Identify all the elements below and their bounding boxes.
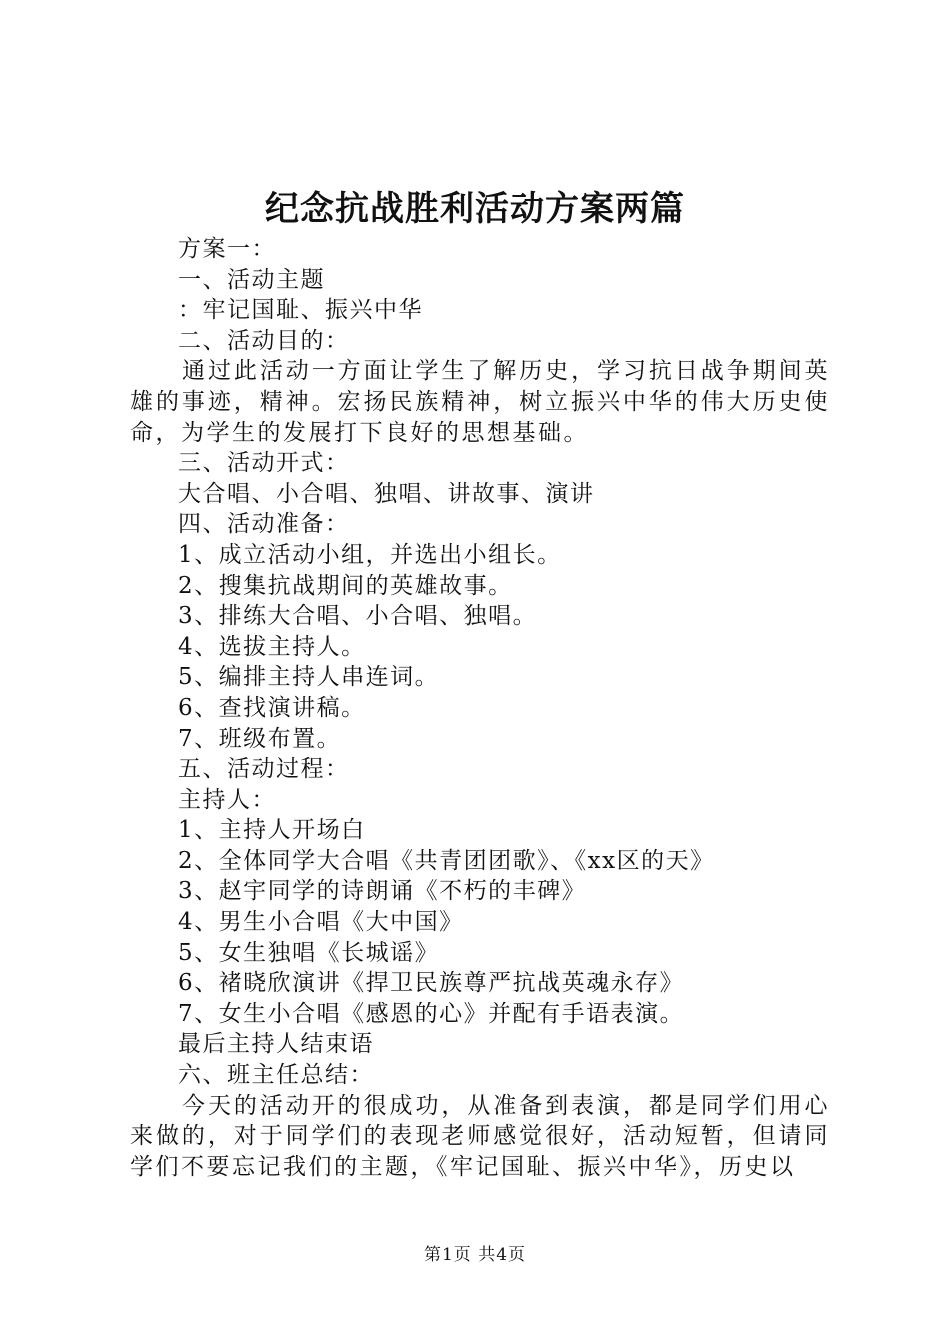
text-line: 2、搜集抗战期间的英雄故事。 bbox=[178, 572, 513, 599]
text-line: 六、班主任总结： bbox=[178, 1062, 374, 1089]
document-body bbox=[130, 234, 830, 1182]
text-line: 方案一： bbox=[178, 236, 276, 262]
text-line: 一、活动主题 bbox=[178, 266, 325, 293]
text-line: 五、活动过程： bbox=[178, 756, 350, 783]
text-line: 4、男生小合唱《大中国》 bbox=[178, 909, 464, 936]
text-line: 1、成立活动小组，并选出小组长。 bbox=[178, 541, 562, 568]
text-line: 2、全体同学大合唱《共青团团歌》、《xx区的天》 bbox=[178, 847, 715, 874]
text-line: 5、女生独唱《长城谣》 bbox=[178, 939, 440, 966]
text-line: 二、活动目的： bbox=[178, 327, 350, 354]
text-line: 6、褚晓欣演讲《捍卫民族尊严抗战英魂永存》 bbox=[178, 970, 685, 997]
text-line: 3、赵宇同学的诗朗诵《不朽的丰碑》 bbox=[178, 878, 587, 905]
text-line: 6、查找演讲稿。 bbox=[178, 694, 366, 721]
text-line: 三、活动开式： bbox=[178, 450, 350, 477]
text-line: 1、主持人开场白 bbox=[178, 817, 366, 844]
purpose-paragraph: 通过此活动一方面让学生了解历史，学习抗日战争期间英雄的事迹，精神。宏扬民族精神，树立振兴中华的伟大历史使命，为学生的发展打下良好的思想基础。 bbox=[130, 358, 830, 446]
summary-paragraph: 今天的活动开的很成功，从准备到表演，都是同学们用心来做的，对于同学们的表现老师感觉很好，活动短暂，但请同学们不要忘记我们的主题，《牢记国耻、振兴中华》，历史以 bbox=[130, 1092, 830, 1180]
document-title: 纪念抗战胜利活动方案两篇 bbox=[265, 189, 685, 229]
text-line: 最后主持人结束语 bbox=[178, 1031, 374, 1058]
text-line: 7、班级布置。 bbox=[178, 725, 342, 752]
text-line: 7、女生小合唱《感恩的心》并配有手语表演。 bbox=[178, 1000, 685, 1027]
text-line: 四、活动准备： bbox=[178, 511, 350, 538]
text-line: 主持人： bbox=[178, 786, 276, 813]
text-line: 5、编排主持人串连词。 bbox=[178, 664, 440, 691]
text-line: 4、选拔主持人。 bbox=[178, 633, 366, 660]
text-line: 大合唱、小合唱、独唱、讲故事、演讲 bbox=[178, 480, 595, 507]
text-line: 3、排练大合唱、小合唱、独唱。 bbox=[178, 603, 538, 630]
text-line: ：牢记国耻、振兴中华 bbox=[178, 297, 423, 324]
page-footer: 第1页 共4页 bbox=[423, 1245, 527, 1265]
